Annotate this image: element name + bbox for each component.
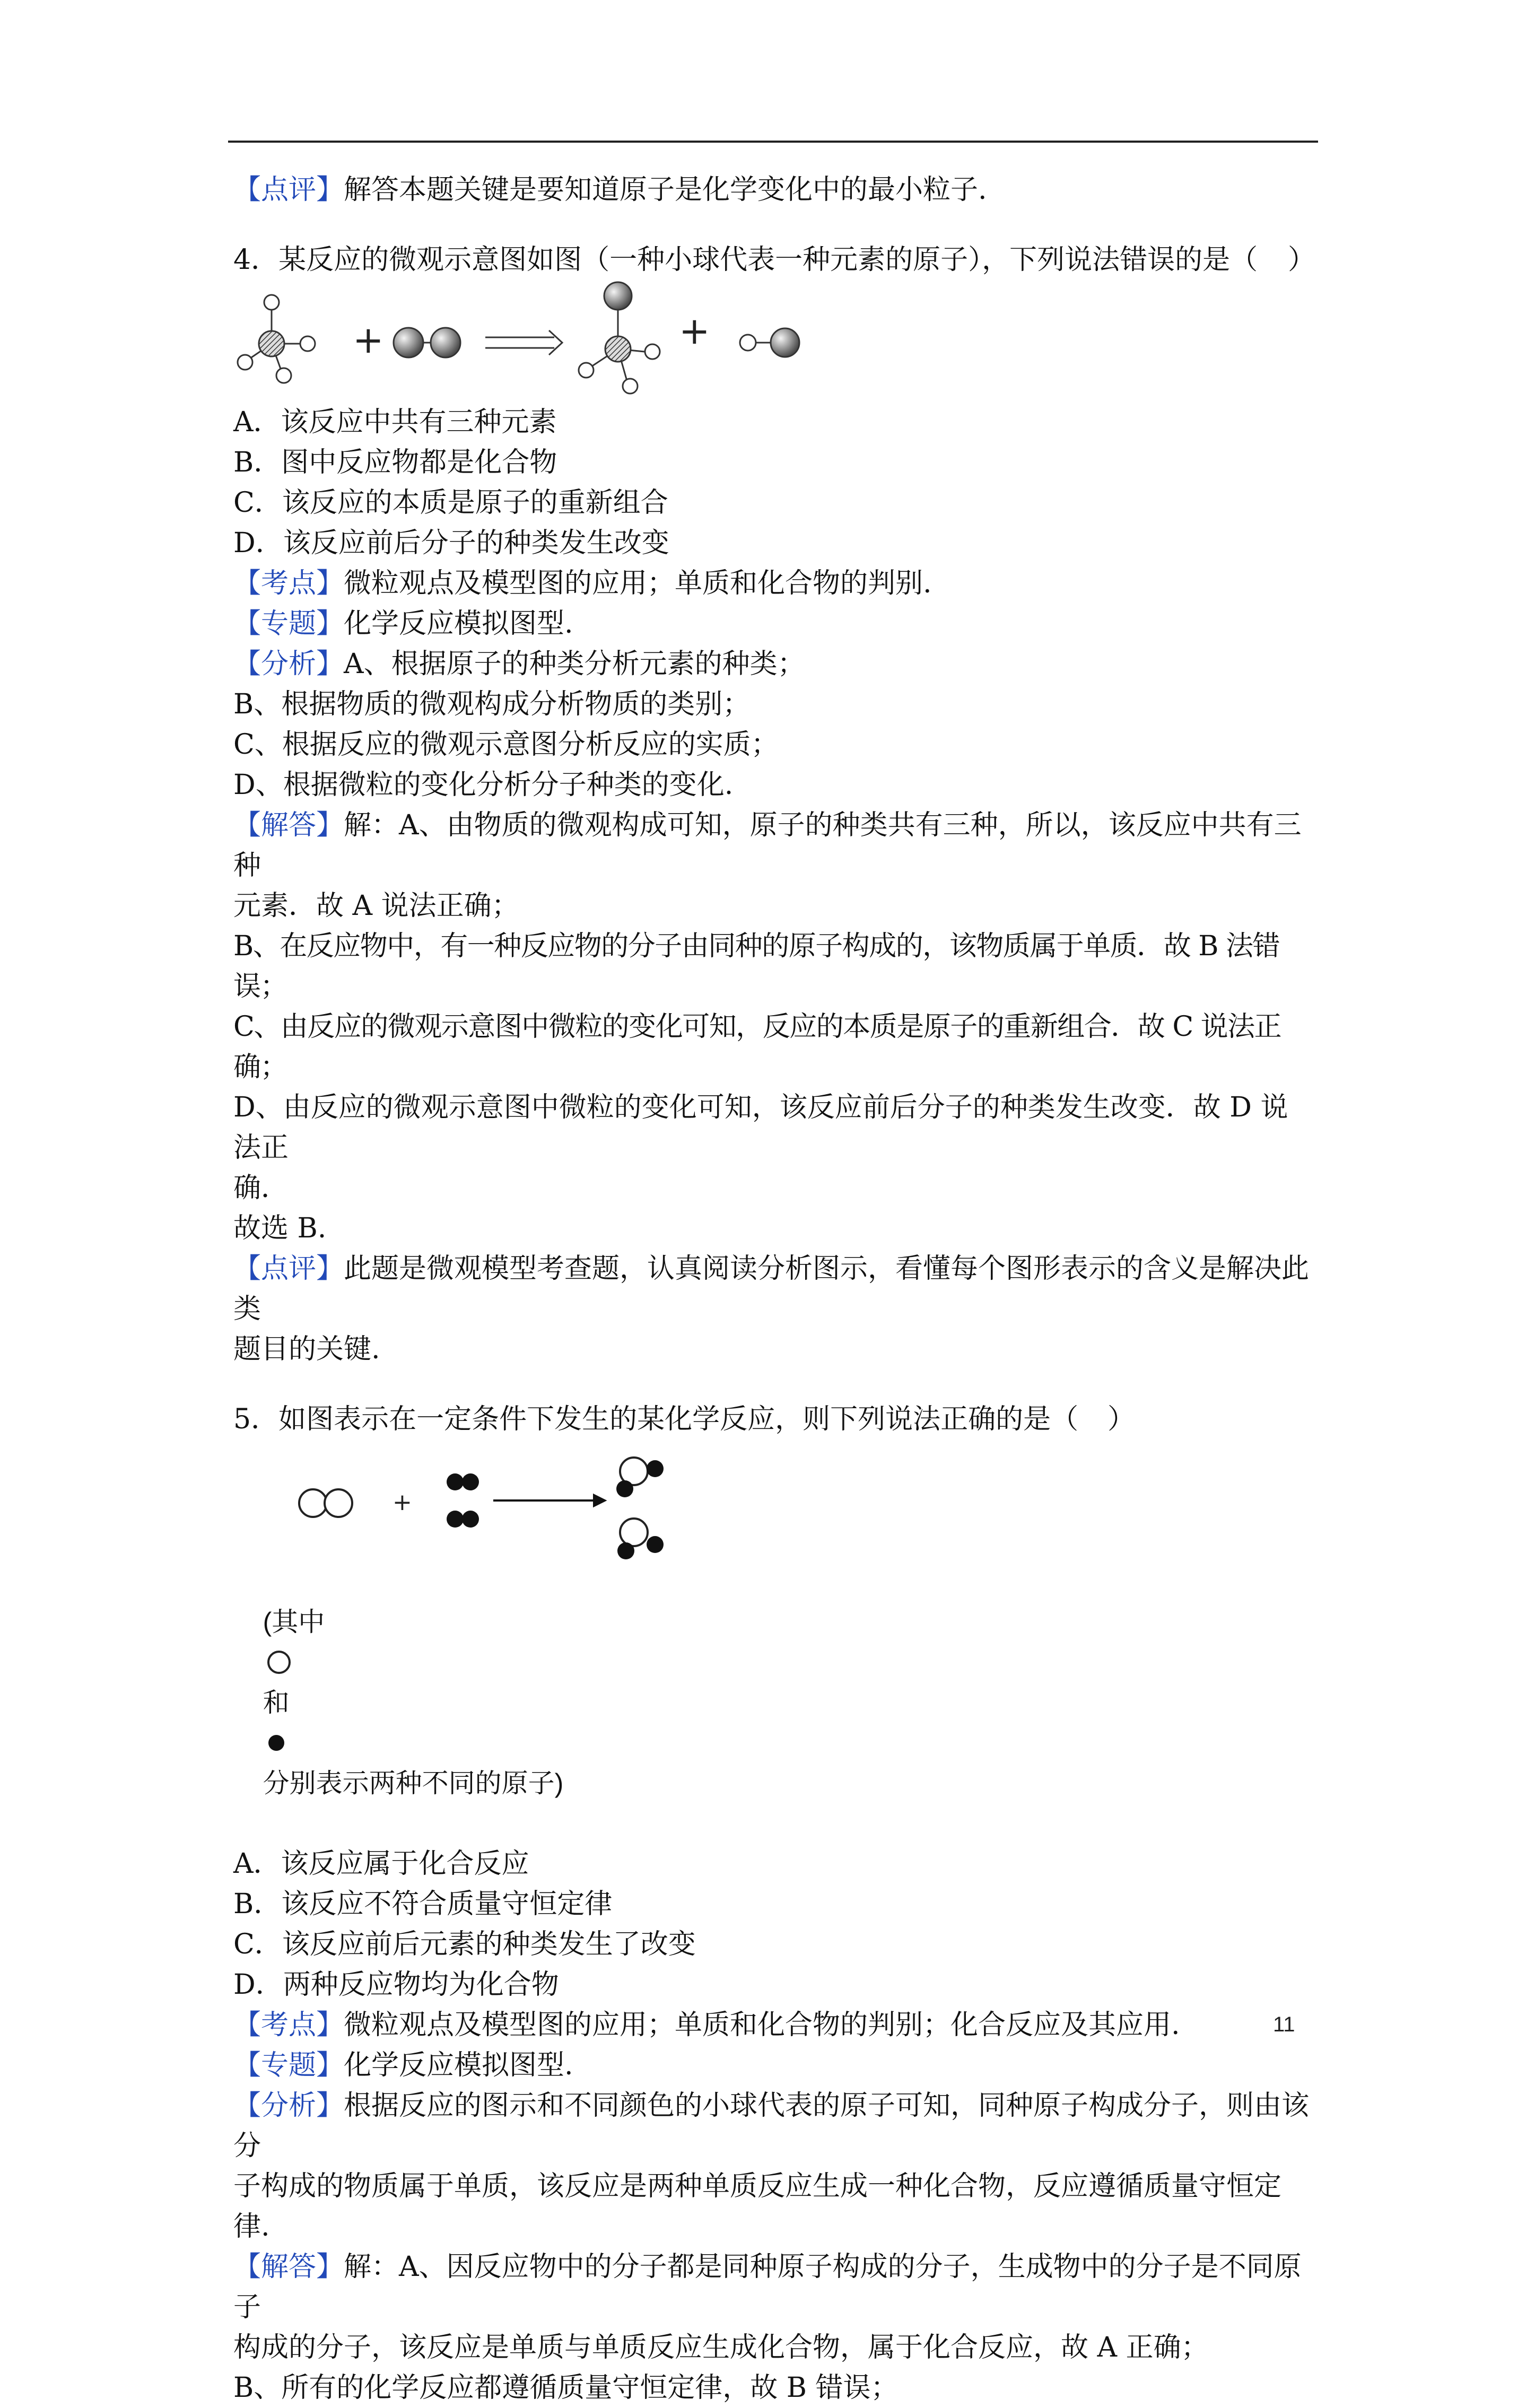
q4-stem [233, 240, 1315, 280]
q5-stem [233, 1399, 1135, 1439]
q4-dianping-line-2: 题目的关键. [233, 1333, 380, 1365]
q5-legend-rest: 分别表示两种不同的原子) [263, 1768, 564, 1798]
q4-option-c: C．该反应的本质是原子的重新组合 [233, 487, 668, 519]
q4-fenxi-line-4: D、根据微粒的变化分析分子种类的变化. [233, 769, 734, 801]
review-tag: 【点评】 [233, 174, 344, 206]
q5-molecule-svg [233, 1439, 711, 1561]
q4-kaodian-tag: 【考点】 [233, 568, 344, 599]
header-rule [228, 141, 1318, 143]
q4-zhuanti [233, 604, 1315, 644]
q5-jieda-tag: 【解答】 [233, 2251, 344, 2283]
q4-option-b: B．图中反应物都是化合物 [233, 447, 557, 478]
review-line [233, 170, 1315, 210]
q4-jieda-tag: 【解答】 [233, 809, 344, 841]
q4-stem-text: 4．某反应的微观示意图如图（一种小球代表一种元素的原子），下列说法错误的是（ [233, 244, 1258, 276]
q5-jieda-line-2: 构成的分子，该反应是单质与单质反应生成化合物，属于化合反应，故 A 正确； [233, 2332, 1209, 2363]
q4-jieda-line-6: 确． [233, 1172, 289, 1204]
q4-molecule-svg [233, 280, 817, 402]
q5-product-molecule-2 [617, 1519, 664, 1559]
dark-atom-icon [263, 1730, 290, 1756]
q4-fenxi-line-3: C、根据反应的微观示意图分析反应的实质； [233, 729, 779, 761]
q4-jieda [233, 805, 1315, 886]
q4-dianping-tag: 【点评】 [233, 1253, 344, 1285]
q5-kaodian [233, 2005, 1315, 2045]
q4-fenxi [233, 644, 1315, 684]
q5-stem-text: 5．如图表示在一定条件下发生的某化学反应，则下列说法正确的是（ [233, 1403, 1079, 1435]
q5-reaction-arrow [493, 1495, 605, 1506]
q5-legend [233, 1561, 1315, 1844]
q5-option-c: C．该反应前后元素的种类发生了改变 [233, 1929, 696, 1960]
q5-zhuanti-text: 化学反应模拟图型. [344, 2049, 573, 2081]
q5-jieda-line-3: B、所有的化学反应都遵循质量守恒定律，故 B 错误； [233, 2372, 899, 2404]
q5-reaction-diagram [233, 1439, 1315, 1561]
q5-fenxi-tag: 【分析】 [233, 2090, 344, 2122]
open-atom-icon [263, 1649, 295, 1676]
q5-zhuanti-tag: 【专题】 [233, 2049, 344, 2081]
q5-fenxi-line-3: 律. [233, 2211, 270, 2243]
q4-fenxi-line-1: A、根据原子的种类分析元素的种类； [344, 648, 805, 680]
q4-jieda-line-1: 解：A、由物质的微观构成可知，原子的种类共有三种，所以，该反应中共有三种 [233, 809, 1302, 882]
reactant-molecule-1 [238, 295, 315, 383]
q5-legend-open: (其中 [263, 1607, 325, 1637]
q4-reaction-diagram [233, 280, 1315, 402]
q4-dianping-line-1: 此题是微观模型考查题，认真阅读分析图示，看懂每个图形表示的含义是解决此类 [233, 1253, 1310, 1325]
review-text: 解答本题关键是要知道原子是化学变化中的最小粒子. [344, 174, 987, 206]
q5-zhuanti [233, 2045, 1315, 2086]
plus-sign-2: + [679, 309, 710, 353]
q4-option-d: D．该反应前后分子的种类发生改变 [233, 527, 669, 559]
q5-option-a: A．该反应属于化合反应 [233, 1848, 529, 1880]
q4-kaodian [233, 563, 1315, 604]
q4-jieda-line-3: B、在反应物中，有一种反应物的分子由同种的原子构成的，该物质属于单质．故 B 法错误； [233, 930, 1279, 1002]
q5-fenxi-line-2: 子构成的物质属于单质，该反应是两种单质反应生成一种化合物，反应遵循质量守恒定 [233, 2170, 1282, 2202]
q4-jieda-line-7: 故选 B. [233, 1212, 327, 1244]
q4-fenxi-line-2: B、根据物质的微观构成分析物质的类别； [233, 688, 751, 720]
plus-sign-1: + [353, 318, 384, 362]
page-number: 11 [1273, 2013, 1295, 2036]
q5-kaodian-text: 微粒观点及模型图的应用；单质和化合物的判别；化合反应及其应用. [344, 2009, 1180, 2041]
reactant-molecule-2 [394, 328, 460, 357]
q5-jieda-line-1: 解：A、因反应物中的分子都是同种原子构成的分子，生成物中的分子是不同原子 [233, 2251, 1302, 2323]
q5-option-b: B．该反应不符合质量守恒定律 [233, 1888, 613, 1920]
q4-jieda-line-2: 元素．故 A 说法正确； [233, 890, 519, 922]
q4-fenxi-tag: 【分析】 [233, 648, 344, 680]
q4-kaodian-text: 微粒观点及模型图的应用；单质和化合物的判别. [344, 568, 932, 599]
q5-plus-sign: + [393, 1489, 412, 1516]
q5-product-molecule-1 [616, 1458, 664, 1497]
product-molecule-2 [740, 328, 799, 357]
q5-stem-end: ） [1107, 1403, 1135, 1435]
document-body [233, 170, 1315, 2408]
q5-fenxi [233, 2086, 1315, 2166]
q4-jieda-line-4: C、由反应的微观示意图中微粒的变化可知，反应的本质是原子的重新组合．故 C 说法正确； [233, 1011, 1281, 1083]
q5-legend-and: 和 [263, 1688, 290, 1717]
q5-reactant-dark-pairs [447, 1473, 479, 1528]
q5-reactant-open-pair [299, 1489, 352, 1517]
q5-kaodian-tag: 【考点】 [233, 2009, 344, 2041]
product-molecule-1 [579, 282, 660, 394]
q4-zhuanti-tag: 【专题】 [233, 608, 344, 640]
reaction-arrow-q4 [485, 330, 562, 355]
q4-dianping [233, 1249, 1315, 1329]
q5-fenxi-line-1: 根据反应的图示和不同颜色的小球代表的原子可知，同种原子构成分子，则由该分 [233, 2090, 1310, 2162]
q4-stem-end: ） [1287, 244, 1315, 276]
q4-option-a: A．该反应中共有三种元素 [233, 406, 557, 438]
q4-zhuanti-text: 化学反应模拟图型. [344, 608, 573, 640]
q4-jieda-line-5: D、由反应的微观示意图中微粒的变化可知，该反应前后分子的种类发生改变．故 D 说法正 [233, 1092, 1288, 1164]
q5-jieda [233, 2247, 1315, 2327]
q5-option-d: D．两种反应物均为化合物 [233, 1969, 559, 2001]
